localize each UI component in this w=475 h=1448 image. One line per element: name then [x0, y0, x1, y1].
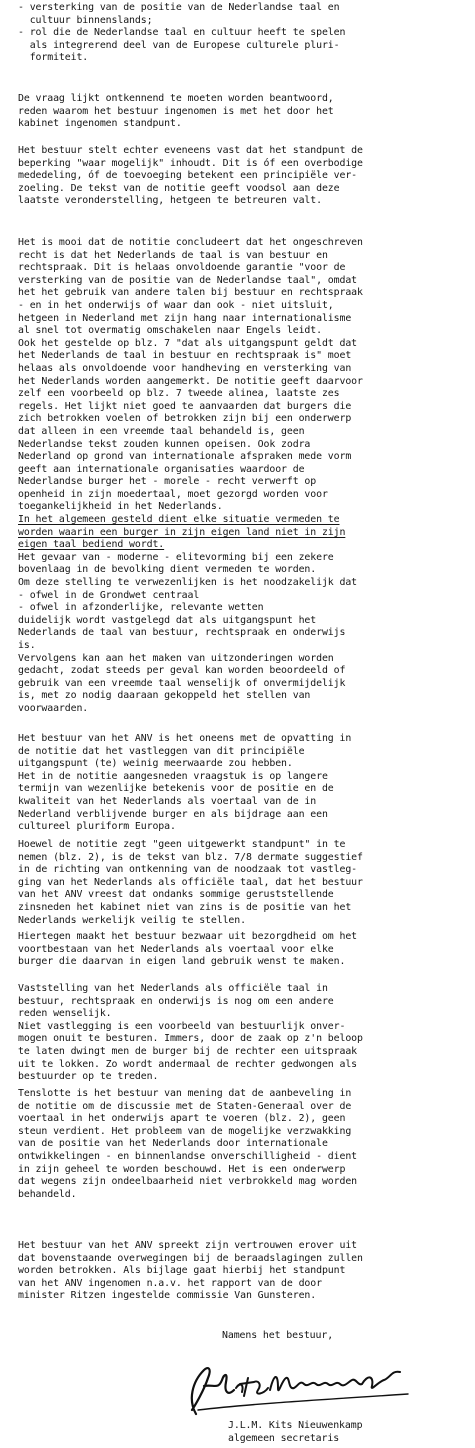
- text-line: recht is dat het Nederlands de taal is van bestuur en: [18, 249, 328, 261]
- handwritten-signature: [178, 1360, 418, 1418]
- text-line: Het bestuur van het ANV is het oneens met de opvatting in: [18, 733, 352, 744]
- text-line: hetgeen in Nederland met zijn hang naar internationalisme: [18, 312, 352, 324]
- text-line: uit te lokken. Zo wordt andermaal de rechter gedwongen als: [18, 1058, 358, 1070]
- text-line: rechtspraak. Dit is helaas onvoldoende garantie "voor de: [18, 262, 346, 274]
- text-line: duidelijk wordt vastgelegd dat als uitgangspunt het: [18, 614, 317, 626]
- text-line: minister Ritzen ingestelde commissie Van Gunsteren.: [18, 1290, 317, 1302]
- paragraph: [18, 839, 470, 927]
- text-line: termijn van wezenlijke betekenis voor de positie en de: [18, 783, 334, 795]
- text-line: van de positie van het Nederlands door internationale: [18, 1138, 328, 1150]
- underlined-line: eigen taal bediend wordt.: [18, 539, 165, 551]
- text-line: geeft aan internationale organisaties waardoor de: [18, 463, 305, 475]
- paragraph: [18, 1240, 470, 1303]
- signatory-name: J.L.M. Kits Nieuwenkamp: [228, 1420, 363, 1431]
- paragraph: [18, 93, 470, 131]
- text-line: bestuurder op te treden.: [18, 1071, 159, 1083]
- text-line: dat wegens zijn ondeelbaarheid niet verbrokkeld mag worden: [18, 1176, 358, 1188]
- signatory: [228, 1420, 362, 1445]
- text-line: voorwaarden.: [18, 702, 89, 714]
- text-line: formiteit.: [18, 52, 89, 64]
- text-line: Het bestuur stelt echter eveneens vast dat het standpunt de: [18, 145, 363, 156]
- paragraph: [18, 931, 470, 969]
- text-line: gebruik van een vreemde taal wenselijk of onvermijdelijk: [18, 677, 346, 689]
- text-line: - en in het onderwijs of waar dan ook - niet uitsluit,: [18, 299, 334, 311]
- text-line: dat bovenstaande overwegingen bij de beraadslagingen zullen: [18, 1252, 363, 1264]
- text-line: voortbestaan van het Nederlands als voertaal voor elke: [18, 943, 334, 955]
- paragraph: [18, 733, 470, 834]
- text-line: regels. Het lijkt niet goed te aanvaarden dat burgers die: [18, 400, 352, 412]
- text-line: Het gevaar van - moderne - elitevorming bij een zekere: [18, 551, 334, 563]
- text-line: gedacht, zodat steeds per geval kan worden beoordeeld of: [18, 665, 346, 677]
- underlined-line: In het algemeen gesteld dient elke situatie vermeden te: [18, 514, 340, 526]
- text-line: Nederland verblijvende burger en als bijdrage aan een: [18, 808, 328, 820]
- text-line: Nederlands de taal van bestuur, rechtspraak en onderwijs: [18, 627, 346, 639]
- text-line: in zijn geheel te worden beschouwd. Het is een onderwerp: [18, 1163, 346, 1175]
- text-line: als integrerend deel van de Europese culturele pluri-: [18, 39, 340, 51]
- text-line: zinsneden het kabinet niet van zins is de positie van het: [18, 901, 352, 913]
- text-line: Nederland op grond van internationale afspraken mede vorm: [18, 451, 352, 463]
- paragraph: [18, 983, 470, 1084]
- text-line: van het ANV ingenomen n.a.v. het rapport van de door: [18, 1277, 322, 1289]
- text-line: cultuur binnenslands;: [18, 14, 153, 26]
- text-line: zich betrokken voelen of betrokken zijn bij een onderwerp: [18, 413, 352, 425]
- text-line: het Nederlands de taal in bestuur en rechtspraak is" moet: [18, 350, 352, 362]
- text-line: ontwikkelingen - en binnenlandse onverschilligheid - dient: [18, 1150, 358, 1162]
- text-line: cultureel pluriform Europa.: [18, 821, 176, 833]
- text-line: mogen onuit te besturen. Immers, door de zaak op z'n beloop: [18, 1033, 363, 1045]
- text-line: mededeling, óf de toevoeging betekent een principiële ver-: [18, 170, 358, 182]
- text-line: Het bestuur van het ANV spreekt zijn vertrouwen erover uit: [18, 1240, 358, 1251]
- closing-line: Namens het bestuur,: [222, 1330, 334, 1341]
- text-line: beperking "waar mogelijk" inhoudt. Dit is óf een overbodige: [18, 157, 363, 169]
- text-line: het het gebruik van andere talen bij bestuur en rechtspraak: [18, 287, 363, 299]
- text-line: Hiertegen maakt het bestuur bezwaar uit bezorgdheid om het: [18, 931, 358, 942]
- text-line: behandeld.: [18, 1188, 77, 1200]
- text-line: bovenlaag in de bevolking dient vermeden te worden.: [18, 564, 317, 576]
- text-line: Vaststelling van het Nederlands als officiële taal in: [18, 983, 328, 994]
- text-line: Tenslotte is het bestuur van mening dat de aanbeveling in: [18, 1088, 352, 1099]
- text-line: dat alleen in een vreemde taal behandeld is, geen: [18, 425, 305, 437]
- text-line: reden waarom het bestuur ingenomen is met het door het: [18, 105, 334, 117]
- text-line: de notitie dat het vastleggen van dit principiële: [18, 745, 305, 757]
- text-line: Om deze stelling te verwezenlijken is het noodzakelijk dat: [18, 577, 358, 589]
- text-line: kwaliteit van het Nederlands als voertaal van de in: [18, 795, 317, 807]
- text-line: ging van het Nederlands als officiële taal, dat het bestuur: [18, 876, 363, 888]
- text-line: zelf een voorbeeld op blz. 7 tweede alinea, laatste zes: [18, 388, 340, 400]
- text-line: laatste veronderstelling, hetgeen te betreuren valt.: [18, 195, 322, 207]
- text-line: burger die daarvan in eigen land gebruik wenst te maken.: [18, 956, 346, 968]
- text-line: - rol die de Nederlandse taal en cultuur heeft te spelen: [18, 27, 346, 39]
- text-line: is.: [18, 640, 36, 651]
- text-line: Het in de notitie aangesneden vraagstuk is op langere: [18, 770, 328, 782]
- text-line: Nederlands werkelijk veilig te stellen.: [18, 914, 246, 926]
- text-line: helaas als onvoldoende voor handheving en versterking van: [18, 362, 352, 374]
- text-line: steun verdient. Het probleem van de mogelijke verzwakking: [18, 1125, 352, 1137]
- text-line: Het is mooi dat de notitie concludeert dat het ongeschreven: [18, 237, 363, 248]
- text-line: al snel tot overmatig omschakelen naar Engels leidt.: [18, 325, 322, 337]
- text-line: Nederlandse tekst zouden kunnen opeisen. Ook zodra: [18, 438, 311, 450]
- text-line: nemen (blz. 2), is de tekst van blz. 7/8 dermate suggestief: [18, 851, 363, 863]
- text-line: voertaal in het onderwijs apart te voeren (blz. 2), geen: [18, 1113, 346, 1125]
- text-line: van het ANV vreest dat ondanks sommige geruststellende: [18, 889, 334, 901]
- text-line: Nederlandse burger het - morele - recht verwerft op: [18, 476, 317, 488]
- text-line: uitgangspunt (te) weinig meerwaarde zou hebben.: [18, 758, 293, 770]
- underlined-line: worden waarin een burger in zijn eigen land niet in zijn: [18, 526, 346, 538]
- text-line: bestuur, rechtspraak en onderwijs is nog om een andere: [18, 995, 334, 1007]
- signatory-title: algemeen secretaris: [228, 1432, 340, 1444]
- paragraph: [18, 145, 470, 208]
- text-line: - ofwel in afzonderlijke, relevante wetten: [18, 602, 264, 614]
- text-line: - ofwel in de Grondwet centraal: [18, 589, 200, 601]
- text-line: is, met zo nodig daaraan gekoppeld het stellen van: [18, 690, 311, 702]
- text-line: in de richting van ontkenning van de noodzaak tot vastleg-: [18, 864, 358, 876]
- text-line: kabinet ingenomen standpunt.: [18, 118, 182, 130]
- text-line: versterking van de positie van de Nederlandse taal", omdat: [18, 274, 358, 286]
- text-line: te laten dwingt men de burger bij de rechter een uitspraak: [18, 1045, 358, 1057]
- text-line: De vraag lijkt ontkennend te moeten worden beantwoord,: [18, 93, 334, 104]
- paragraph: [18, 2, 470, 65]
- text-line: Vervolgens kan aan het maken van uitzonderingen worden: [18, 652, 334, 664]
- text-line: de notitie om de discussie met de Staten-Generaal over de: [18, 1100, 352, 1112]
- text-line: Ook het gestelde op blz. 7 "dat als uitgangspunt geldt dat: [18, 337, 358, 349]
- text-line: Niet vastlegging is een voorbeeld van bestuurlijk onver-: [18, 1020, 346, 1032]
- text-line: openheid in zijn moedertaal, moet gezorgd worden voor: [18, 488, 328, 500]
- text-line: Hoewel de notitie zegt "geen uitgewerkt standpunt" in te: [18, 839, 346, 850]
- text-line: het Nederlands worden aangemerkt. De notitie geeft daarvoor: [18, 375, 363, 387]
- text-line: toegankelijkheid in het Nederlands.: [18, 501, 223, 513]
- text-line: reden wenselijk.: [18, 1008, 112, 1020]
- paragraph: [18, 237, 470, 716]
- text-line: zoeling. De tekst van de notitie geeft voodsol aan deze: [18, 182, 340, 194]
- text-line: - versterking van de positie van de Nederlandse taal en: [18, 2, 340, 13]
- text-line: worden betrokken. Als bijlage gaat hierbij het standpunt: [18, 1265, 346, 1277]
- paragraph: [18, 1088, 470, 1201]
